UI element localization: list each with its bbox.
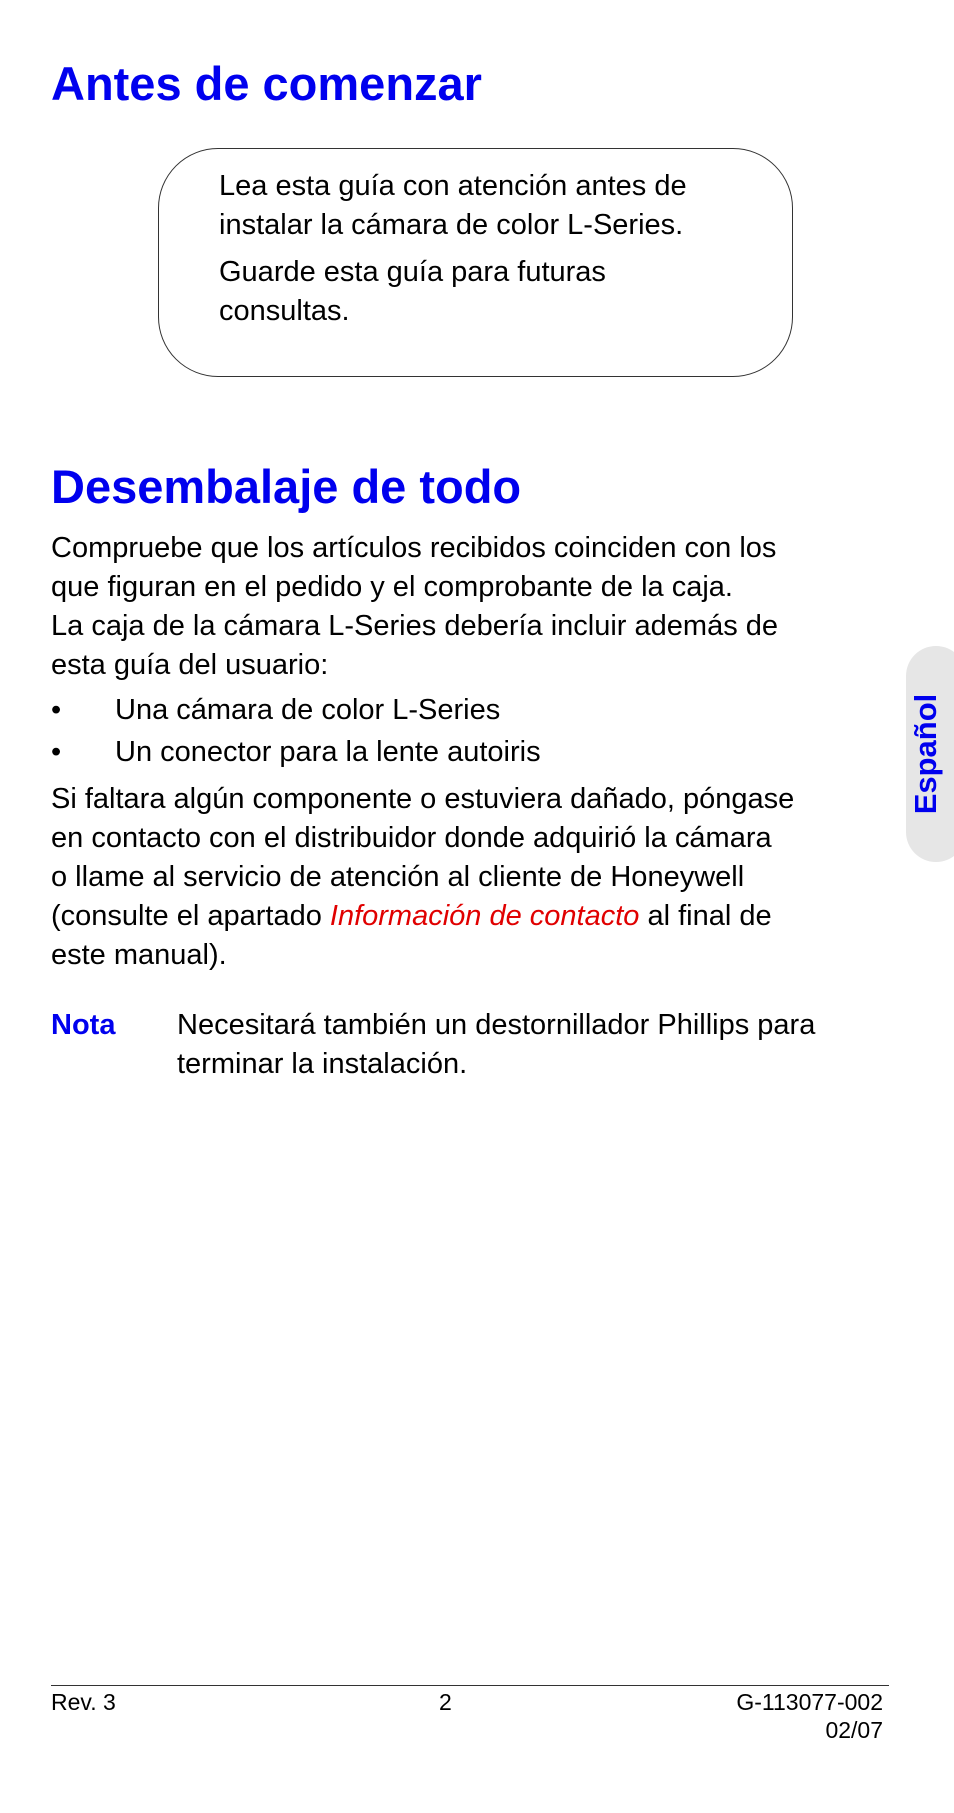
- footer-doc-number: G-113077-002: [736, 1689, 883, 1715]
- note-label: Nota: [51, 1009, 116, 1041]
- notice-line: Lea esta guía con atención antes de: [219, 170, 687, 202]
- footer-divider: [51, 1685, 889, 1686]
- section-heading-desembalaje: Desembalaje de todo: [51, 460, 522, 513]
- paragraph-line: Si faltara algún componente o estuviera dañado, póngase: [51, 783, 795, 815]
- section-heading-antes-de-comenzar: Antes de comenzar: [51, 57, 482, 110]
- list-item: Una cámara de color L-Series: [115, 694, 501, 726]
- contact-info-link[interactable]: Información de contacto: [329, 900, 640, 932]
- paragraph-line: este manual).: [51, 939, 227, 971]
- paragraph-line: esta guía del usuario:: [51, 649, 329, 681]
- note-text: Necesitará también un destornillador Phillips para: [177, 1009, 816, 1041]
- paragraph-line: Compruebe que los artículos recibidos coinciden con los: [51, 532, 777, 564]
- footer-revision: Rev. 3: [51, 1689, 116, 1715]
- note-text: terminar la instalación.: [177, 1048, 468, 1080]
- language-tab-label: Español: [908, 693, 943, 815]
- paragraph-line: que figuran en el pedido y el comprobante de la caja.: [51, 571, 733, 603]
- notice-line: consultas.: [219, 295, 350, 327]
- paragraph-line: La caja de la cámara L-Series debería incluir además de: [51, 610, 779, 642]
- notice-line: instalar la cámara de color L-Series.: [219, 209, 684, 241]
- paragraph-text: (consulte el apartado: [51, 900, 330, 932]
- paragraph-line: [51, 897, 772, 936]
- bullet-marker: •: [51, 736, 62, 768]
- footer-date: 02/07: [825, 1717, 883, 1743]
- notice-line: Guarde esta guía para futuras: [219, 256, 606, 288]
- paragraph-line: o llame al servicio de atención al cliente de Honeywell: [51, 861, 745, 893]
- bullet-marker: •: [51, 694, 62, 726]
- list-item: Un conector para la lente autoiris: [115, 736, 541, 768]
- paragraph-line: en contacto con el distribuidor donde adquirió la cámara: [51, 822, 772, 854]
- paragraph-text: al final de: [639, 900, 772, 932]
- footer-page-number: 2: [439, 1689, 452, 1715]
